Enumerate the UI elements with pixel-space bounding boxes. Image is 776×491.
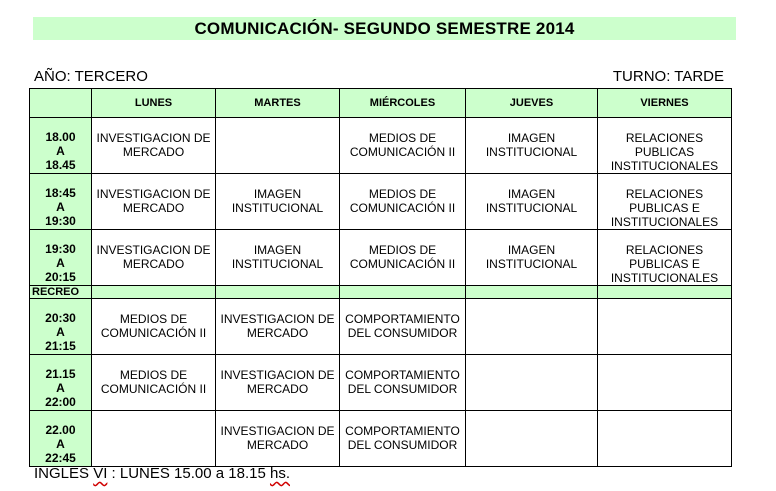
class-cell-viernes [598,230,732,286]
cell-line: COMUNICACIÓN II [100,382,207,396]
class-cell-jueves [466,355,598,411]
cell-line: A [56,437,65,451]
break-cell [216,286,340,299]
cell-line: INVESTIGACION DE [220,424,335,438]
time-slot-row [30,174,732,230]
class-cell-miercoles [340,411,466,467]
cell-line: INSTITUCIONALES [610,159,719,173]
cell-line: MEDIOS DE [368,187,437,201]
year-label: AÑO: TERCERO [34,68,148,85]
cell-line: INVESTIGACION DE [220,312,335,326]
cell-line: IMAGEN [253,187,302,201]
cell-line: DEL CONSUMIDOR [347,382,458,396]
day-header-viernes: VIERNES [598,89,732,118]
cell-line: INVESTIGACION DE [96,187,211,201]
class-cell-miercoles [340,118,466,174]
corner-cell [30,89,92,118]
break-cell [340,286,466,299]
class-cell-lunes [92,174,216,230]
cell-line: COMUNICACIÓN II [349,201,456,215]
cell-line: INSTITUCIONAL [231,201,324,215]
cell-line: A [56,256,65,270]
cell-line: INVESTIGACION DE [96,243,211,257]
cell-line: 22:45 [45,451,76,465]
class-cell-lunes [92,355,216,411]
cell-line: PUBLICAS [634,145,695,159]
page-title-bar [33,17,736,40]
class-cell-jueves [466,118,598,174]
class-cell-miercoles [340,299,466,355]
class-cell-miercoles [340,230,466,286]
day-header-martes: MARTES [216,89,340,118]
header-row [30,89,732,118]
class-cell-lunes [92,411,216,467]
cell-line: INSTITUCIONALES [610,215,719,229]
page-title: COMUNICACIÓN- SEGUNDO SEMESTRE 2014 [194,18,575,38]
footer-middle: : LUNES 15.00 a 18.15 [107,465,270,482]
time-slot-row [30,355,732,411]
cell-line: 18:45 [45,186,76,200]
cell-line: COMPORTAMIENTO [345,424,460,438]
cell-line: COMPORTAMIENTO [345,368,460,382]
cell-line: A [56,381,65,395]
cell-line: 22:00 [45,395,76,409]
break-label: RECREO [30,286,92,299]
class-cell-martes [216,230,340,286]
class-cell-martes [216,411,340,467]
cell-line: MERCADO [246,382,309,396]
class-cell-jueves [466,411,598,467]
class-cell-lunes [92,299,216,355]
cell-line: PUBLICAS E [629,201,700,215]
cell-line: 21:15 [45,339,76,353]
cell-line: RELACIONES [625,187,704,201]
class-cell-martes [216,355,340,411]
schedule-table [29,88,732,467]
footer-flagged-word-1: VI [93,465,108,482]
cell-line: MEDIOS DE [119,368,188,382]
cell-line: 20:15 [45,270,76,284]
cell-line: COMPORTAMIENTO [345,312,460,326]
footer-note [34,465,290,482]
cell-line: 19:30 [45,214,76,228]
class-cell-miercoles [340,174,466,230]
cell-line: INVESTIGACION DE [220,368,335,382]
cell-line: PUBLICAS E [629,257,700,271]
cell-line: COMUNICACIÓN II [100,326,207,340]
cell-line: INSTITUCIONAL [485,201,578,215]
cell-line: INSTITUCIONAL [485,145,578,159]
time-slot-row [30,411,732,467]
class-cell-jueves [466,230,598,286]
cell-line: MERCADO [122,257,185,271]
day-header-jueves: JUEVES [466,89,598,118]
time-cell [30,411,92,467]
class-cell-viernes [598,174,732,230]
cell-line: A [56,200,65,214]
cell-line: DEL CONSUMIDOR [347,326,458,340]
cell-line: IMAGEN [253,243,302,257]
footer-prefix: INGLES [34,465,94,482]
time-cell [30,174,92,230]
cell-line: COMUNICACIÓN II [349,257,456,271]
class-cell-lunes [92,118,216,174]
cell-line: A [56,144,65,158]
cell-line: INSTITUCIONAL [231,257,324,271]
time-cell [30,230,92,286]
class-cell-jueves [466,299,598,355]
class-cell-viernes [598,355,732,411]
cell-line: INVESTIGACION DE [96,131,211,145]
cell-line: 18.00 [45,130,76,144]
cell-line: RELACIONES [625,131,704,145]
cell-line: MEDIOS DE [368,243,437,257]
footer-flagged-word-2: hs. [269,465,290,482]
day-header-miercoles: MIÉRCOLES [340,89,466,118]
time-slot-row [30,230,732,286]
cell-line: 19:30 [45,242,76,256]
class-cell-martes [216,299,340,355]
break-cell [598,286,732,299]
day-header-lunes: LUNES [92,89,216,118]
time-cell [30,355,92,411]
class-cell-viernes [598,411,732,467]
cell-line: 22.00 [45,423,76,437]
cell-line: 21.15 [45,367,76,381]
cell-line: COMUNICACIÓN II [349,145,456,159]
class-cell-viernes [598,118,732,174]
cell-line: INSTITUCIONAL [485,257,578,271]
class-cell-martes [216,118,340,174]
break-row [30,286,732,299]
break-cell [92,286,216,299]
time-slot-row [30,299,732,355]
class-cell-lunes [92,230,216,286]
cell-line: MEDIOS DE [119,312,188,326]
time-cell [30,118,92,174]
cell-line: 20:30 [45,311,76,325]
cell-line: MERCADO [246,326,309,340]
break-cell [466,286,598,299]
cell-line: IMAGEN [507,187,556,201]
schedule-body [30,89,732,467]
cell-line: RELACIONES [625,243,704,257]
shift-label: TURNO: TARDE [612,68,724,85]
cell-line: IMAGEN [507,131,556,145]
cell-line: DEL CONSUMIDOR [347,438,458,452]
class-cell-viernes [598,299,732,355]
class-cell-miercoles [340,355,466,411]
time-cell [30,299,92,355]
time-slot-row [30,118,732,174]
class-cell-jueves [466,174,598,230]
cell-line: IMAGEN [507,243,556,257]
class-cell-martes [216,174,340,230]
cell-line: A [56,325,65,339]
cell-line: MEDIOS DE [368,131,437,145]
cell-line: MERCADO [246,438,309,452]
cell-line: INSTITUCIONALES [610,271,719,285]
cell-line: MERCADO [122,201,185,215]
cell-line: MERCADO [122,145,185,159]
cell-line: 18.45 [45,158,76,172]
